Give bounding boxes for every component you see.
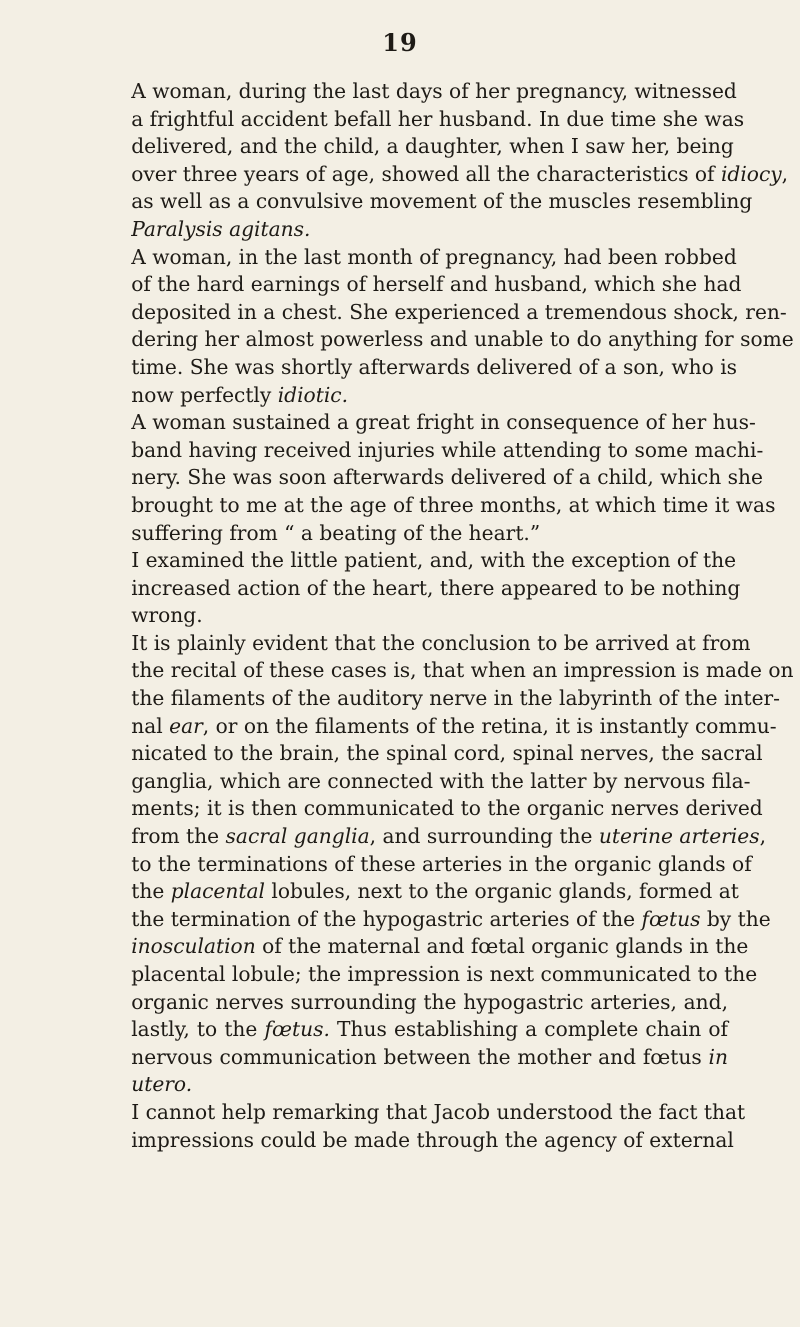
text-line [108,326,794,354]
text-run: over three years of age, showed all the characteristics of [131,161,721,186]
text-line [108,161,789,189]
text-line [108,1071,728,1099]
text-line [108,1016,728,1044]
text-line [108,216,728,244]
text-run: of the maternal and fœtal organic glands in the [255,934,749,959]
text-line [108,933,749,961]
italic-run: idiotic. [277,382,349,407]
paragraph [108,244,794,410]
text-line [108,657,794,685]
text-run: a frightful accident befall her husband. In due time she was [131,106,745,131]
italic-run: inosculation [131,934,256,959]
text-run: the termination of the hypogastric arteries of the [131,906,642,931]
text-line [108,961,758,989]
text-run: nervous communication between the mother and fœtus [131,1044,709,1069]
text-line [108,602,728,630]
text-run: A woman sustained a great fright in consequence of her hus- [131,410,756,435]
text-run: the recital of these cases is, that when an impression is made on [131,658,794,683]
text-line [108,878,739,906]
text-line [108,1099,746,1127]
text-run: by the [700,906,771,931]
text-run: impressions could be made through the agency of external [131,1127,734,1152]
paragraph [108,1099,746,1154]
text-run: I examined the little patient, and, with the exception of the [131,548,737,573]
text-run: wrong. [131,603,203,628]
text-line [108,382,728,410]
text-line [108,271,742,299]
text-line [108,823,766,851]
text-run: the [131,879,171,904]
text-line [108,106,745,134]
text-run: I cannot help remarking that Jacob understood the fact that [131,1099,746,1124]
text-line [108,437,764,465]
text-run: brought to me at the age of three months, at which time it was [131,492,776,517]
text-run: to the terminations of these arteries in the organic glands of [131,851,752,876]
text-run: as well as a convulsive movement of the muscles resembling [131,189,753,214]
text-run: ments; it is then communicated to the organic nerves derived [131,796,763,821]
text-line [108,685,780,713]
text-run: lastly, to the [131,1017,265,1042]
text-run: lobules, next to the organic glands, formed at [264,879,739,904]
text-run: time. She was shortly afterwards delivered of a son, who is [131,354,738,379]
text-run: nicated to the brain, the spinal cord, spinal nerves, the sacral [131,741,763,766]
text-run: from the [131,824,226,849]
italic-run: idiocy [720,161,782,186]
text-line [108,1044,728,1072]
text-run: organic nerves surrounding the hypogastric arteries, and, [131,989,728,1014]
text-run: , [781,161,789,186]
page-body-text [108,78,794,1154]
italic-run: fœtus. [264,1017,330,1042]
text-run: now perfectly [131,382,278,407]
italic-run: Paralysis agitans. [131,216,311,241]
paragraph [108,409,776,547]
text-line [108,575,741,603]
text-run: band having received injuries while attending to some machi- [131,437,764,462]
text-line [108,354,738,382]
text-run: , and surrounding the [369,824,599,849]
text-run: ganglia, which are connected with the latter by nervous fila- [131,768,751,793]
text-line [108,768,751,796]
text-run: the filaments of the auditory nerve in the labyrinth of the inter- [131,686,780,711]
text-line [108,409,756,437]
text-run: suffering from “ a beating of the heart.” [131,520,541,545]
text-line [108,989,728,1017]
text-line [108,795,763,823]
text-line [108,547,737,575]
text-line [108,906,771,934]
italic-run: in [708,1044,728,1069]
text-line [108,244,737,272]
text-line [108,630,751,658]
text-run: A woman, in the last month of pregnancy, had been robbed [131,244,737,269]
text-line [108,520,728,548]
text-run: A woman, during the last days of her pregnancy, witnessed [131,79,737,103]
text-line [108,1127,734,1155]
italic-run: utero. [131,1072,193,1097]
text-run: It is plainly evident that the conclusion to be arrived at from [131,630,751,655]
text-line [108,492,776,520]
text-line [108,740,763,768]
page-number: 19 [382,28,418,57]
text-run: of the hard earnings of herself and husband, which she had [131,272,742,297]
text-line [108,78,737,106]
text-run: increased action of the heart, there appeared to be nothing [131,575,741,600]
paragraph [108,630,794,1099]
italic-run: ear [169,713,203,738]
text-line [108,713,777,741]
italic-run: placental [170,879,265,904]
text-run: Thus establishing a complete chain of [329,1017,728,1042]
text-line [108,851,752,879]
text-run: dering her almost powerless and unable to do anything for some [131,327,794,352]
italic-run: fœtus [641,906,701,931]
text-run: , [759,824,766,849]
paragraph [108,547,741,630]
text-line [108,188,753,216]
paragraph [108,78,789,244]
italic-run: uterine arteries [598,824,760,849]
text-line [108,133,734,161]
italic-run: sacral ganglia [225,824,370,849]
text-run: , or on the filaments of the retina, it is instantly commu- [202,713,777,738]
text-run: deposited in a chest. She experienced a tremendous shock, ren- [131,299,787,324]
text-line [108,299,787,327]
text-run: nal [131,713,170,738]
text-line [108,464,763,492]
text-run: delivered, and the child, a daughter, when I saw her, being [131,134,734,159]
text-run: nery. She was soon afterwards delivered of a child, which she [131,465,763,490]
text-run: placental lobule; the impression is next communicated to the [131,962,758,986]
